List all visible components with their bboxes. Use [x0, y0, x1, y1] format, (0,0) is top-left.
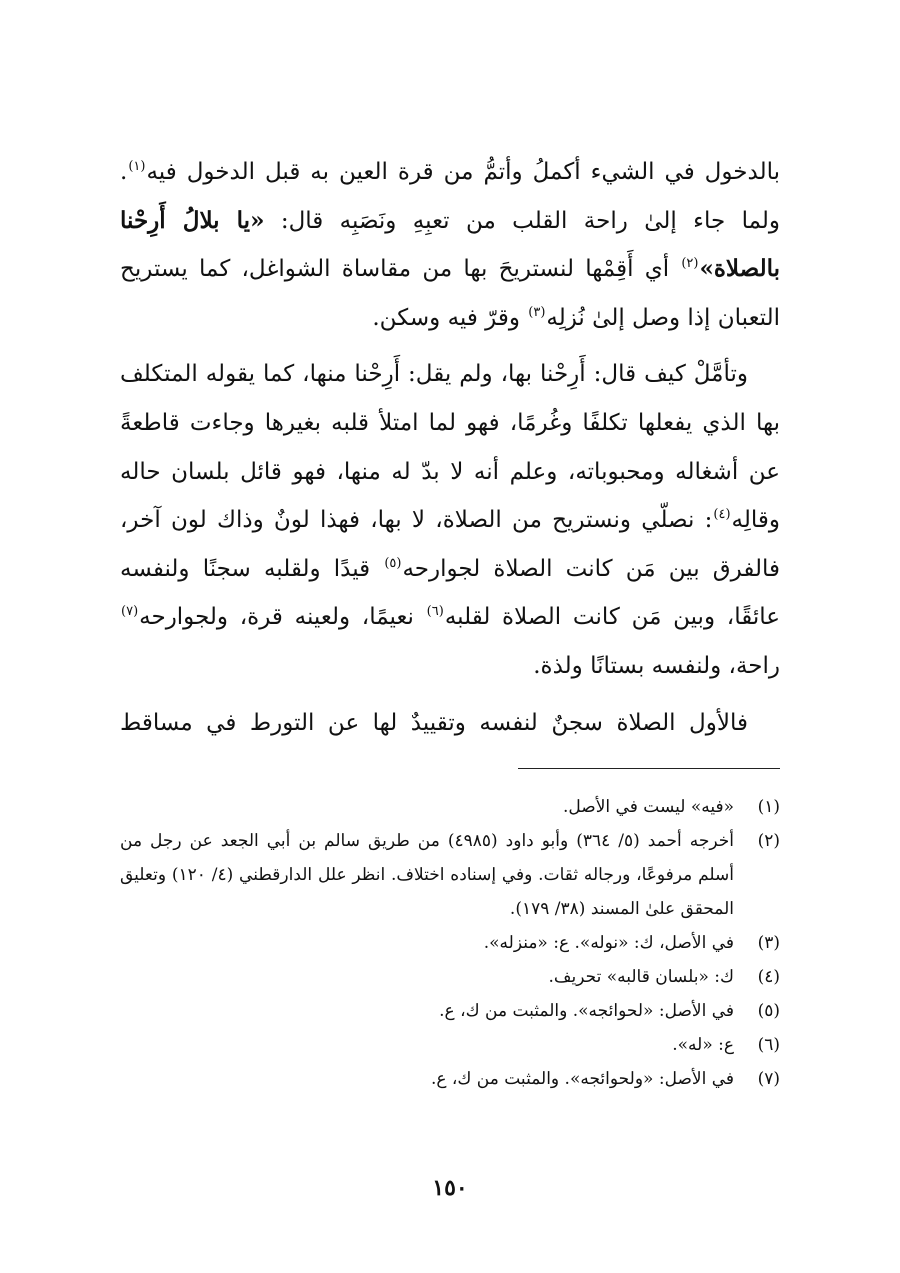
footnote-5	[120, 994, 780, 1028]
footnote-ref-5[interactable]: (٥)	[384, 555, 402, 571]
footnote-text: في الأصل، ك: «نوله». ع: «منزله».	[483, 933, 734, 953]
footnotes	[120, 790, 780, 1096]
footnote-text: ع: «له».	[672, 1035, 734, 1055]
hadith-quote: «يا بلالُ أَرِحْنا بالصلاة»	[120, 206, 780, 283]
footnote-7	[120, 1062, 780, 1096]
text-segment: أي أَقِمْها لنستريحَ بها من مقاساة الشواغل، كما يستريح التعبان إذا وصل إلىٰ نُزلِه	[120, 256, 780, 331]
footnote-ref-4[interactable]: (٤)	[713, 507, 731, 523]
footnote-ref-6[interactable]: (٦)	[426, 604, 444, 620]
footnote-6	[120, 1028, 780, 1062]
text-segment: بالدخول في الشيء أكملُ وأتمُّ من قرة العين به قبل الدخول فيه	[146, 159, 780, 185]
footnote-number: (٣)	[757, 933, 780, 953]
footnote-number: (٤)	[757, 967, 780, 987]
text-segment: راحة، ولنفسه بستانًا ولذة.	[533, 652, 780, 679]
footnote-text: أخرجه أحمد (٥/ ٣٦٤) وأبو داود (٤٩٨٥) من طريق سالم بن أبي الجعد عن رجل من أسلم مرفوعًا، ورجاله ثقات. وفي إسناده اختلاف. انظر علل الدارقطني (٤/ ١٢٠) وتعليق المحقق علىٰ المسند (٣٨/ ١٧٩).	[120, 831, 734, 919]
footnote-text: «فيه» ليست في الأصل.	[563, 797, 734, 817]
footnote-4	[120, 960, 780, 994]
main-text	[120, 148, 780, 747]
text-segment: . ولما جاء إلىٰ راحة القلب من تعبِهِ ونَصَبِه قال:	[120, 159, 780, 234]
footnote-number: (٧)	[757, 1069, 780, 1089]
text-segment: وتأمَّلْ كيف قال: أَرِحْنا بها، ولم يقل: أَرِحْنا منها، كما يقوله المتكلف بها الذي يفعلها تكلفًا وغُرمًا، فهو لما امتلأ قلبه بغيرها وجاءت قاطعةً عن أشغاله ومحبوباته، وعلم أنه لا بدّ له منها، فهو قائل بلسان حاله وقالِه	[120, 361, 780, 534]
text-segment: : نصلّي ونستريح من الصلاة، لا بها، فهذا لونٌ وذاك لون آخر، فالفرق بين مَن كانت الصلاة لجوارحه	[120, 507, 780, 582]
footnote-text: في الأصل: «ولحوائجه». والمثبت من ك، ع.	[430, 1069, 734, 1089]
footnote-text: في الأصل: «لحوائجه». والمثبت من ك، ع.	[439, 1001, 734, 1021]
footnote-number: (١)	[757, 797, 780, 817]
footnote-number: (٦)	[757, 1035, 780, 1055]
footnote-ref-1[interactable]: (١)	[128, 159, 146, 174]
footnote-ref-3[interactable]: (٣)	[528, 304, 546, 320]
paragraph-3	[120, 699, 780, 748]
footnote-1	[120, 790, 780, 824]
footnote-number: (٢)	[757, 831, 780, 851]
footnote-2	[120, 824, 780, 926]
text-segment: قيدًا ولقلبه سجنًا ولنفسه عائقًا، وبين مَن كانت الصلاة لقلبه	[120, 555, 780, 631]
footnote-separator	[518, 768, 780, 769]
page-number: ١٥٠	[432, 1175, 468, 1201]
footnote-3	[120, 926, 780, 960]
footnote-ref-2[interactable]: (٢)	[681, 256, 699, 272]
text-segment: فالأول الصلاة سجنٌ لنفسه وتقييدٌ لها عن التورط في مساقط	[120, 709, 748, 736]
footnote-text: ك: «بلسان قالبه» تحريف.	[548, 967, 734, 987]
paragraph-1	[120, 148, 780, 342]
footnote-number: (٥)	[757, 1001, 780, 1021]
text-segment: نعيمًا، ولعينه قرة، ولجوارحه	[139, 604, 426, 631]
text-segment: وقرّ فيه وسكن.	[372, 304, 528, 331]
paragraph-2	[120, 350, 780, 690]
footnote-ref-7[interactable]: (٧)	[121, 604, 139, 620]
